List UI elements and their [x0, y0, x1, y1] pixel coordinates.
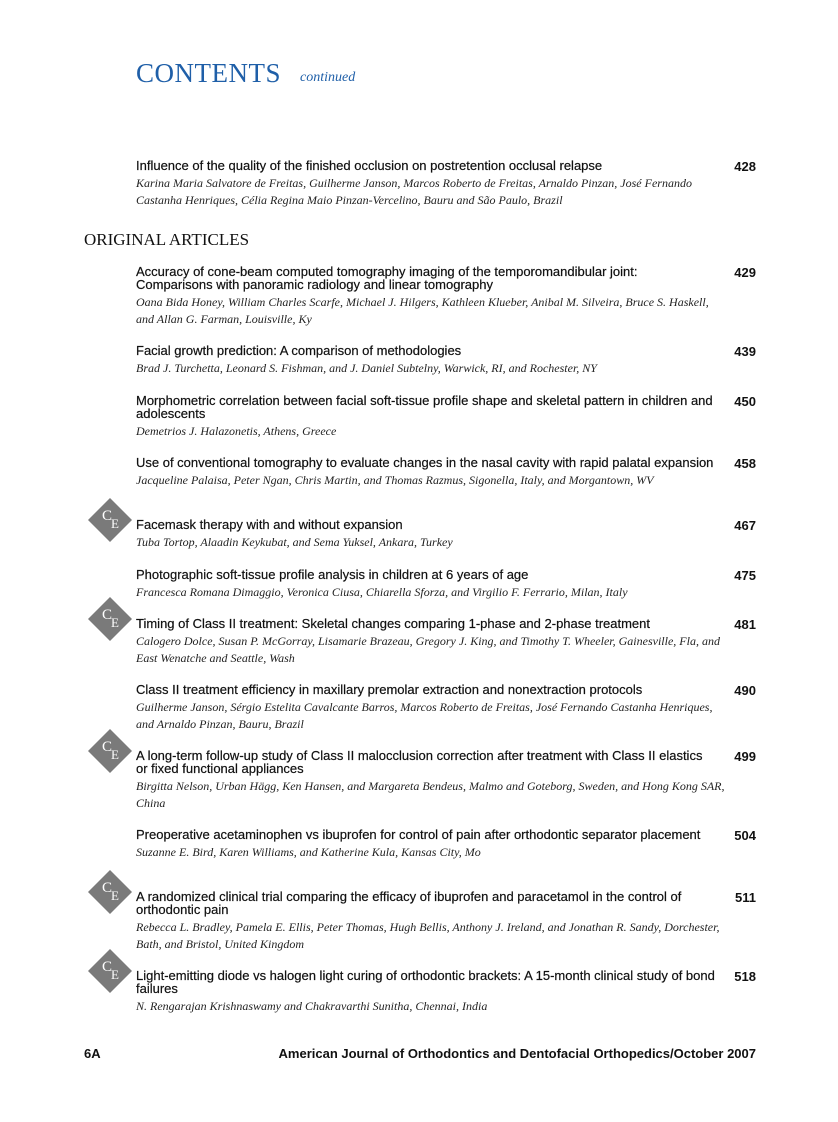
section-heading: ORIGINAL ARTICLES: [84, 230, 250, 249]
article-page-number[interactable]: 428: [734, 159, 756, 174]
svg-text:C: C: [102, 508, 113, 524]
article-authors: Demetrios J. Halazonetis, Athens, Greece: [136, 424, 337, 438]
ce-credit-icon: [88, 498, 132, 542]
article-title[interactable]: Facial growth prediction: A comparison of methodologies: [136, 343, 462, 358]
article-page-number[interactable]: 504: [734, 828, 756, 843]
article-authors: Suzanne E. Bird, Karen Williams, and Katherine Kula, Kansas City, Mo: [136, 845, 481, 859]
article-entry[interactable]: [136, 568, 756, 601]
article-title[interactable]: Influence of the quality of the finished occlusion on postretention occlusal relapse: [136, 158, 603, 173]
article-entry[interactable]: [102, 880, 756, 953]
svg-text:E: E: [111, 516, 119, 531]
article-authors: Jacqueline Palaisa, Peter Ngan, Chris Martin, and Thomas Razmus, Sigonella, Italy, and Morgantown, WV: [136, 473, 654, 487]
article-authors: Brad J. Turchetta, Leonard S. Fishman, and J. Daniel Subtelny, Warwick, RI, and Rochester, NY: [136, 361, 597, 375]
article-entry[interactable]: [136, 265, 756, 328]
article-entry[interactable]: [102, 739, 756, 812]
article-page-number[interactable]: 429: [734, 265, 756, 280]
article-page-number[interactable]: 450: [734, 394, 756, 409]
article-title[interactable]: Timing of Class II treatment: Skeletal changes comparing 1-phase and 2-phase treatment: [136, 616, 651, 631]
article-entry[interactable]: [136, 394, 756, 440]
ce-credit-icon: [88, 949, 132, 993]
article-authors: N. Rengarajan Krishnaswamy and Chakravarthi Sunitha, Chennai, India: [136, 999, 488, 1013]
page-subtitle: continued: [300, 70, 356, 85]
article-page-number[interactable]: 490: [734, 683, 756, 698]
article-authors: Rebecca L. Bradley, Pamela E. Ellis, Peter Thomas, Hugh Bellis, Anthony J. Ireland, and Jonathan R. Sandy, Dorchester, Bath, and Bristol, United Kingdom: [136, 920, 720, 951]
article-authors: Francesca Romana Dimaggio, Veronica Ciusa, Chiarella Sforza, and Virgilio F. Ferrario, Milan, Italy: [136, 585, 628, 599]
svg-text:E: E: [111, 615, 119, 630]
article-authors: Tuba Tortop, Alaadin Keykubat, and Sema Yuksel, Ankara, Turkey: [136, 535, 453, 549]
article-title[interactable]: Accuracy of cone-beam computed tomography imaging of the temporomandibular joint: Comparisons with panoramic radiology and linear tomography: [136, 264, 638, 292]
ce-credit-icon: [88, 729, 132, 773]
article-page-number[interactable]: 511: [735, 890, 756, 905]
article-authors: Karina Maria Salvatore de Freitas, Guilherme Janson, Marcos Roberto de Freitas, Arnaldo Pinzan, José Fernando Castanha Henriques, Célia Regina Maio Pinzan-Vercelino, Bauru and São Paulo, Brazil: [136, 176, 692, 207]
article-title[interactable]: Use of conventional tomography to evaluate changes in the nasal cavity with rapid palatal expansion: [136, 455, 714, 470]
article-page-number[interactable]: 481: [734, 617, 756, 632]
article-entry[interactable]: [136, 159, 756, 209]
article-page-number[interactable]: 467: [734, 518, 756, 533]
article-title[interactable]: A long-term follow-up study of Class II malocclusion correction after treatment with Class II elastics or fixed functional appliances: [136, 748, 703, 776]
article-authors: Oana Bida Honey, William Charles Scarfe, Michael J. Hilgers, Kathleen Klueber, Anibal M. Silveira, Bruce S. Haskell, and Allan G. Farman, Louisville, Ky: [136, 295, 709, 326]
article-title[interactable]: Facemask therapy with and without expansion: [136, 517, 403, 532]
article-title[interactable]: Preoperative acetaminophen vs ibuprofen for control of pain after orthodontic separator placement: [136, 827, 701, 842]
article-entry[interactable]: [136, 828, 756, 861]
article-page-number[interactable]: 458: [734, 456, 756, 471]
article-title[interactable]: Morphometric correlation between facial soft-tissue profile shape and skeletal pattern in children and adolescents: [136, 393, 713, 421]
article-authors: Birgitta Nelson, Urban Hägg, Ken Hansen, and Margareta Bendeus, Malmo and Goteborg, Sweden, and Hong Kong SAR, China: [136, 779, 725, 810]
article-entry[interactable]: [102, 959, 756, 1015]
ce-credit-icon: [88, 870, 132, 914]
footer-journal: American Journal of Orthodontics and Dentofacial Orthopedics/October 2007: [278, 1046, 756, 1061]
article-authors: Calogero Dolce, Susan P. McGorray, Lisamarie Brazeau, Gregory J. King, and Timothy T. Wheeler, Gainesville, Fla, and East Wenatche and Seattle, Wash: [136, 634, 720, 665]
svg-text:E: E: [111, 747, 119, 762]
ce-credit-icon: [88, 597, 132, 641]
article-title[interactable]: Photographic soft-tissue profile analysis in children at 6 years of age: [136, 567, 529, 582]
article-entry[interactable]: [102, 508, 756, 551]
article-entry[interactable]: [136, 683, 756, 733]
svg-text:E: E: [111, 888, 119, 903]
article-page-number[interactable]: 518: [734, 969, 756, 984]
svg-text:C: C: [102, 607, 113, 623]
footer-page-number: 6A: [84, 1046, 101, 1061]
article-entry[interactable]: [136, 456, 756, 489]
svg-text:E: E: [111, 967, 119, 982]
article-page-number[interactable]: 475: [734, 568, 756, 583]
article-page-number[interactable]: 499: [734, 749, 756, 764]
article-entry[interactable]: [102, 607, 756, 667]
article-entry[interactable]: [136, 344, 756, 377]
article-title[interactable]: A randomized clinical trial comparing the efficacy of ibuprofen and paracetamol in the control of orthodontic pain: [136, 889, 682, 917]
article-title[interactable]: Class II treatment efficiency in maxillary premolar extraction and nonextraction protocols: [136, 682, 643, 697]
svg-text:C: C: [102, 739, 113, 755]
article-page-number[interactable]: 439: [734, 344, 756, 359]
svg-text:C: C: [102, 959, 113, 975]
article-title[interactable]: Light-emitting diode vs halogen light curing of orthodontic brackets: A 15-month clinical study of bond failures: [136, 968, 715, 996]
article-authors: Guilherme Janson, Sérgio Estelita Cavalcante Barros, Marcos Roberto de Freitas, José Fernando Castanha Henriques, and Arnaldo Pinzan, Bauru, Brazil: [136, 700, 713, 731]
page-title: CONTENTS: [136, 58, 281, 88]
svg-text:C: C: [102, 880, 113, 896]
